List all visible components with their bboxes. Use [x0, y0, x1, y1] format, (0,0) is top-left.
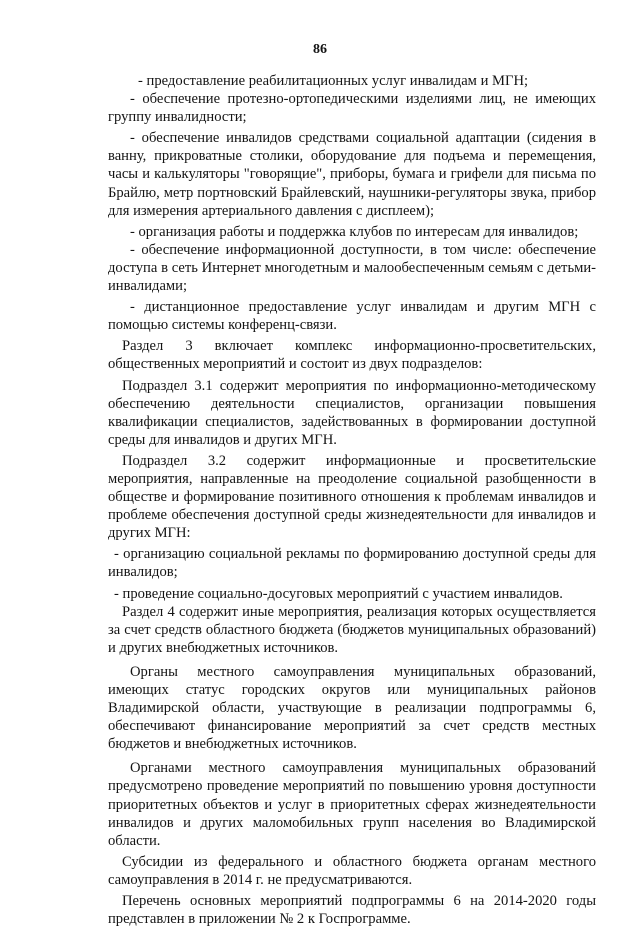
list-item: - дистанционное предоставление услуг инвалидам и другим МГН с помощью системы конференц-связи. [108, 299, 596, 334]
document-body [108, 72, 596, 928]
list-item: - проведение социально-досуговых мероприятий с участием инвалидов. [114, 585, 563, 602]
paragraph: Перечень основных мероприятий подпрограммы 6 на 2014-2020 годы представлен в приложении № 2 к Госпрограмме. [108, 893, 596, 928]
list-item: - организация работы и поддержка клубов по интересам для инвалидов; [130, 223, 579, 240]
paragraph: Субсидии из федерального и областного бюджета органам местного самоуправления в 2014 г. не предусматриваются. [108, 853, 596, 888]
paragraph: Раздел 4 содержит иные мероприятия, реализация которых осуществляется за счет средств областного бюджета (бюджетов муниципальных образований) и других внебюджетных источников. [108, 603, 596, 656]
paragraph: Подраздел 3.1 содержит мероприятия по информационно-методическому обеспечению деятельности специалистов, организации повышения квалификации специалистов, задействованных в формировании доступной среды для инвалидов и других МГН. [108, 377, 596, 448]
paragraph: Раздел 3 включает комплекс информационно-просветительских, общественных мероприятий и состоит из двух подразделов: [108, 338, 596, 373]
list-item: - предоставление реабилитационных услуг инвалидам и МГН; [138, 73, 529, 89]
list-item: - обеспечение протезно-ортопедическими изделиями лиц, не имеющих группу инвалидности; [108, 91, 596, 126]
paragraph: Органами местного самоуправления муниципальных образований предусмотрено проведение мероприятий по повышению уровня доступности приоритетных объектов и услуг в приоритетных сферах жизнедеятельности инвалидов и других маломобильных групп населения во Владимирской области. [108, 760, 596, 849]
list-item: - организацию социальной рекламы по формированию доступной среды для инвалидов; [108, 546, 596, 581]
paragraph: Органы местного самоуправления муниципальных образований, имеющих статус городских округов или муниципальных районов Владимирской области, участвующие в реализации подпрограммы 6, обеспечивают финансирование мероприятий за счет средств местных бюджетов и внебюджетных источников. [108, 663, 596, 753]
list-item: - обеспечение информационной доступности, в том числе: обеспечение доступа в сеть Интернет многодетным и малообеспеченным семьям с детьми-инвалидами; [108, 241, 596, 295]
list-item: - обеспечение инвалидов средствами социальной адаптации (сидения в ванну, прикроватные столики, оборудование для подъема и перемещения, часы и калькуляторы "говорящие", приборы, бумага и грифели для письма по Брайлю, метр портновский Брайлевский, наушники-регуляторы звука, прибор для измерения артериального давления с дисплеем); [108, 130, 596, 219]
paragraph: Подраздел 3.2 содержит информационные и просветительские мероприятия, направленные на преодоление социальной разобщенности в обществе и формирование позитивного отношения к проблемам инвалидов и проблеме обеспечения доступной среды жизнедеятельности для инвалидов и других МГН: [108, 452, 596, 542]
page-number: 86 [313, 42, 327, 57]
